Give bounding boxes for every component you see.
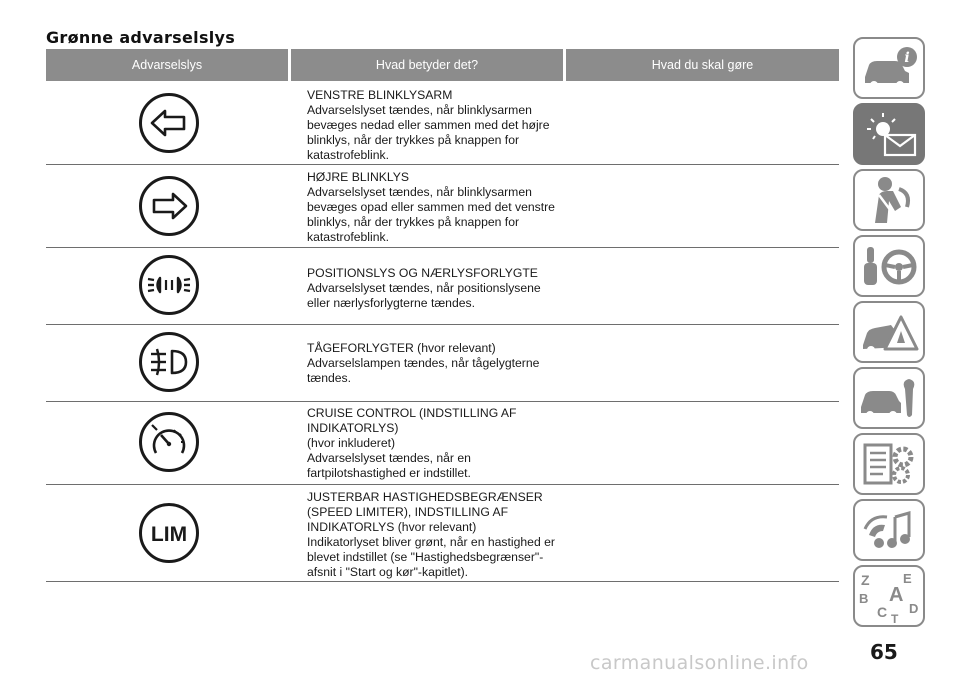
page-number: 65 — [870, 640, 898, 664]
svg-text:C: C — [877, 604, 888, 620]
chapter-tab-warning-lights[interactable] — [853, 103, 925, 165]
position-lights-icon — [138, 254, 200, 316]
car-service-wrench-icon — [855, 369, 923, 427]
table-row — [46, 248, 839, 325]
car-accident-warning-icon — [855, 303, 923, 361]
key-steering-wheel-icon — [855, 237, 923, 295]
table-row — [46, 485, 839, 582]
svg-text:D: D — [909, 601, 919, 616]
column-header-action: Hvad du skal gøre — [566, 49, 839, 81]
seatbelt-airbag-icon — [855, 171, 923, 229]
row-meaning: VENSTRE BLINKLYSARM Advarselslyset tændes, når blinklysarmen bevæges nedad eller sammen med det højre blinklys, når der trykkes på knappen for katastrofeblink. — [307, 88, 550, 162]
warning-light-message-icon — [855, 105, 923, 163]
chapter-tab-index[interactable] — [853, 565, 925, 627]
svg-text:Z: Z — [861, 572, 870, 588]
car-info-icon — [855, 39, 923, 97]
chapter-tab-specifications[interactable] — [853, 433, 925, 495]
svg-text:E: E — [903, 571, 912, 586]
column-header-meaning: Hvad betyder det? — [291, 49, 563, 81]
page-title: Grønne advarselslys — [46, 28, 236, 47]
row-meaning: HØJRE BLINKLYS Advarselslyset tændes, når blinklysarmen bevæges opad eller sammen med det venstre blinklys, når der trykkes på knappen for katastrofeblink. — [307, 170, 555, 244]
table-header — [46, 49, 839, 81]
chapter-tab-maintenance[interactable] — [853, 367, 925, 429]
chapter-tab-multimedia[interactable] — [853, 499, 925, 561]
svg-text:A: A — [889, 584, 904, 606]
chapter-tab-start-drive[interactable] — [853, 235, 925, 297]
chapter-tab-safety[interactable] — [853, 169, 925, 231]
cruise-control-icon — [138, 411, 200, 473]
watermark-text: carmanualsonline.info — [590, 652, 809, 674]
table-row — [46, 402, 839, 485]
specifications-gears-icon — [855, 435, 923, 493]
svg-text:i: i — [904, 50, 910, 66]
speed-limiter-icon — [138, 502, 200, 564]
multimedia-icon — [855, 501, 923, 559]
svg-text:B: B — [859, 591, 869, 606]
table-row — [46, 82, 839, 165]
row-meaning: TÅGEFORLYGTER (hvor relevant) Advarselslampen tændes, når tågelygterne tændes. — [307, 341, 540, 385]
table-row — [46, 165, 839, 248]
row-meaning: CRUISE CONTROL (INDSTILLING AF INDIKATORLYS) (hvor inkluderet) Advarselslyset tændes, når en fartpilotshastighed er indstillet. — [307, 406, 517, 480]
row-meaning: POSITIONSLYS OG NÆRLYSFORLYGTE Advarselslyset tændes, når positionslysene eller nærlysforlygterne tændes. — [307, 266, 541, 310]
alphabetical-index-icon — [855, 567, 923, 625]
svg-text:T: T — [891, 612, 899, 625]
column-header-warning-light: Advarselslys — [46, 49, 288, 81]
chapter-tab-car-info[interactable] — [853, 37, 925, 99]
table-row — [46, 325, 839, 402]
front-fog-light-icon — [138, 331, 200, 393]
right-turn-arrow-icon — [138, 175, 200, 237]
chapter-tab-emergency[interactable] — [853, 301, 925, 363]
row-meaning: JUSTERBAR HASTIGHEDSBEGRÆNSER (SPEED LIMITER), INDSTILLING AF INDIKATORLYS (hvor relevant) Indikatorlyset bliver grønt, når en hastighed er blevet indstillet (se "Hastighedsbegrænser"- afsnit i "Start og kør"-kapitlet). — [307, 490, 555, 579]
left-turn-arrow-icon — [138, 92, 200, 154]
speed-limiter-label: LIM — [150, 523, 188, 546]
